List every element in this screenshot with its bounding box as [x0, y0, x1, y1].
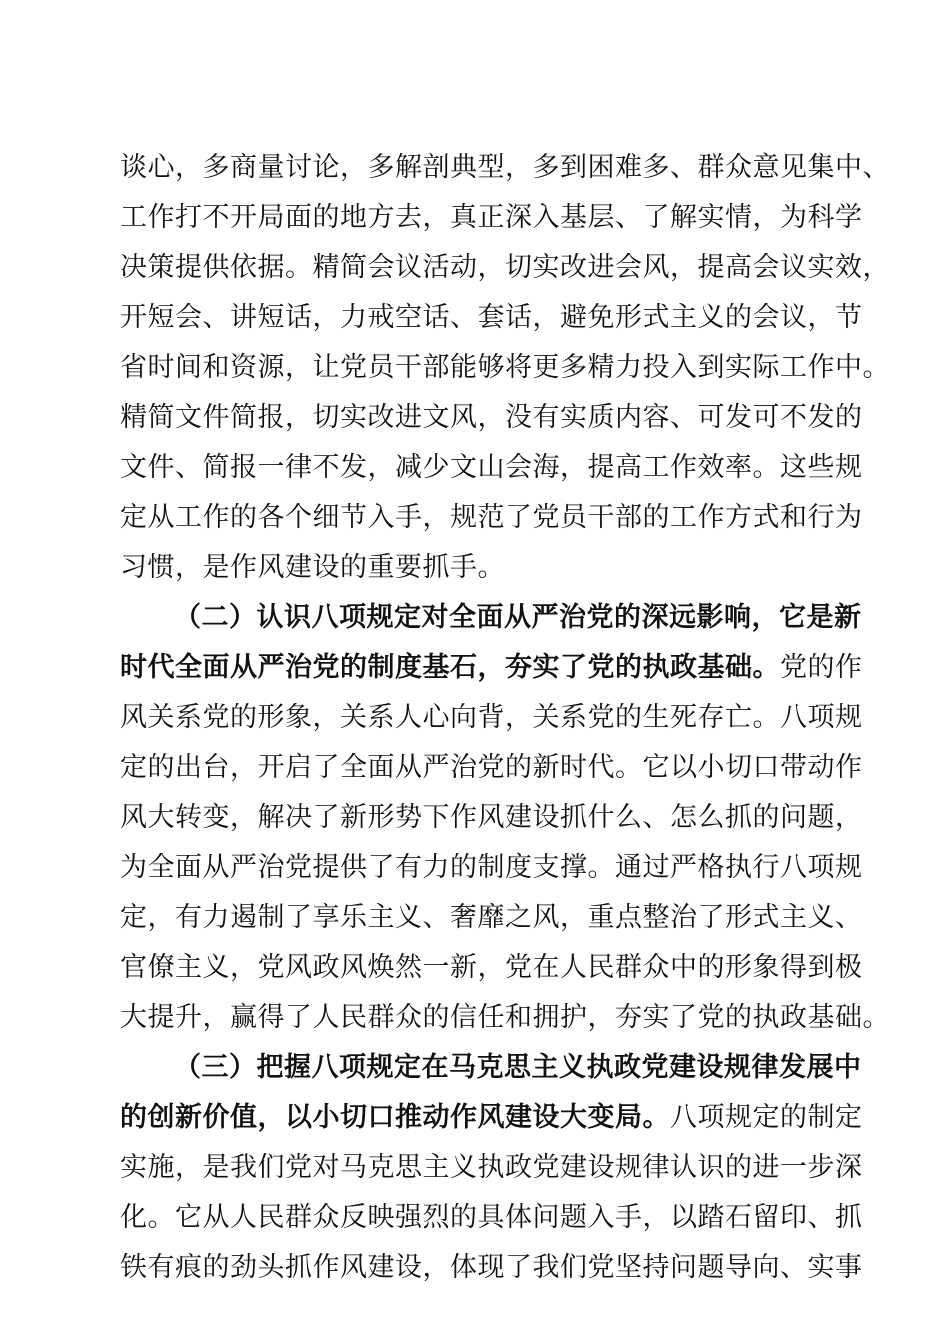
- section-heading-2-tail: 时代全面从严治党的制度基石，夯实了党的执政基础。: [120, 652, 780, 683]
- text-fragment: 党的作: [780, 652, 863, 683]
- text-line: 定从工作的各个细节入手，规范了党员干部的工作方式和行为: [120, 502, 863, 533]
- section-heading-3-line-1: （三）把握八项规定在马克思主义执政党建设规律发展中: [174, 1052, 862, 1083]
- section-heading-3-tail: 的创新价值，以小切口推动作风建设大变局。: [120, 1102, 670, 1133]
- text-line: 工作打不开局面的地方去，真正深入基层、了解实情，为科学: [120, 202, 863, 233]
- text-line: 铁有痕的劲头抓作风建设，体现了我们党坚持问题导向、实事: [120, 1252, 863, 1283]
- text-line: 谈心，多商量讨论，多解剖典型，多到困难多、群众意见集中、: [120, 152, 890, 183]
- text-line: 为全面从严治党提供了有力的制度支撑。通过严格执行八项规: [120, 852, 863, 883]
- text-line: 风大转变，解决了新形势下作风建设抓什么、怎么抓的问题，: [120, 802, 863, 833]
- text-line: 开短会、讲短话，力戒空话、套话，避免形式主义的会议，节: [120, 302, 863, 333]
- text-line: 定，有力遏制了享乐主义、奢靡之风，重点整治了形式主义、: [120, 902, 863, 933]
- text-fragment: 八项规定的制定: [670, 1102, 863, 1133]
- section-heading-2-line-2: [120, 643, 863, 693]
- text-line: 决策提供依据。精简会议活动，切实改进会风，提高会议实效，: [120, 252, 890, 283]
- text-line: 省时间和资源，让党员干部能够将更多精力投入到实际工作中。: [120, 352, 890, 383]
- text-line: 大提升，赢得了人民群众的信任和拥护，夯实了党的执政基础。: [120, 1002, 890, 1033]
- text-line: 实施，是我们党对马克思主义执政党建设规律认识的进一步深: [120, 1152, 863, 1183]
- text-line: 化。它从人民群众反映强烈的具体问题入手，以踏石留印、抓: [120, 1202, 863, 1233]
- text-line: 定的出台，开启了全面从严治党的新时代。它以小切口带动作: [120, 752, 863, 783]
- section-heading-2-line-1: （二）认识八项规定对全面从严治党的深远影响，它是新: [174, 602, 862, 633]
- text-line: 风关系党的形象，关系人心向背，关系党的生死存亡。八项规: [120, 702, 863, 733]
- text-line: 文件、简报一律不发，减少文山会海，提高工作效率。这些规: [120, 452, 863, 483]
- section-heading-3-line-2: [120, 1093, 863, 1143]
- text-line: 官僚主义，党风政风焕然一新，党在人民群众中的形象得到极: [120, 952, 863, 983]
- text-line: 精简文件简报，切实改进文风，没有实质内容、可发可不发的: [120, 402, 863, 433]
- text-line: 习惯，是作风建设的重要抓手。: [120, 552, 505, 583]
